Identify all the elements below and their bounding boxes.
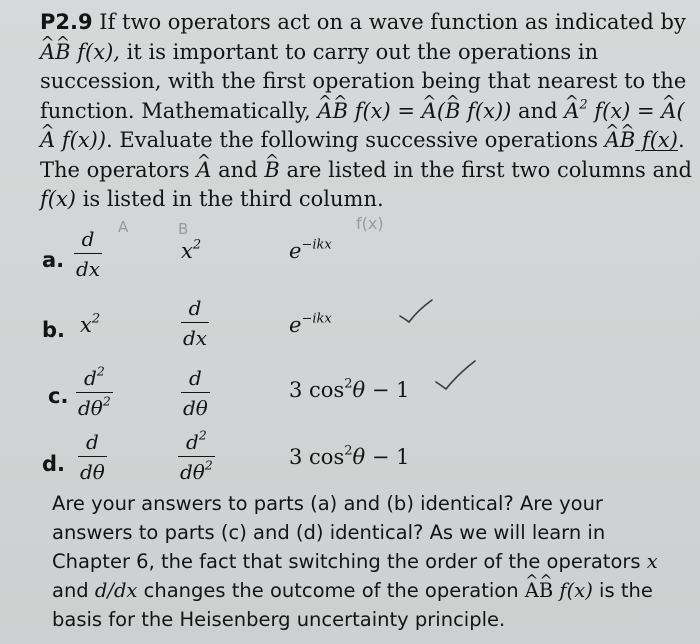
fraction-numerator: d [189,366,202,390]
problem-statement [40,8,692,215]
fraction-numerator: $d^2$ [84,363,105,390]
outro-line-2: answers to parts (c) and (d) identical? As we will learn in [52,521,606,544]
outro-is-the: is the [599,579,653,602]
operator-d-dx: d/dx [94,579,138,602]
row-d-operator-a [78,431,107,483]
outro-line-5: basis for the Heisenberg uncertainty principle. [52,608,506,631]
fraction-denominator: dx [181,322,209,349]
fx-symbol: f(x) [40,187,77,211]
row-c-label: c. [48,384,69,408]
intro-text-2: . Evaluate the following successive operations [106,128,598,152]
follow-up-questions [52,489,692,634]
intro-text-4: are listed in the first two columns and [286,157,693,182]
expr-a2-def: ^ $A^2$ f(x) = ^ A(^ A f(x)) [40,99,685,153]
outro-line-3: Chapter 6, the fact that switching the order of the operators [52,550,641,573]
fraction-numerator: d [81,227,95,251]
row-b-operator-b [181,297,209,349]
fraction-denominator: dθ [181,392,210,419]
operator-x: x [646,550,658,573]
row-a-operator-a [74,228,102,280]
expr-ab-def: ^ A^ B f(x) = ^ A(^ B f(x)) [317,99,511,123]
row-d-operator-b [178,427,215,484]
row-d-label: d. [42,452,66,476]
row-d-function: 3 $\cos^2\theta - 1$ [289,443,410,469]
intro-text-1: If two operators act on a wave function as indicated by [99,10,686,34]
expr-ab-fx-1: ^ A^ B f(x), [40,40,120,64]
row-b-operator-a: $x^2$ [80,311,101,337]
outro-line-1: Are your answers to parts (a) and (b) identical? Are your [52,492,603,515]
expr-ab-fx-2: ^ A^ B f(x) [605,128,678,152]
fraction-denominator: dθ [78,456,107,483]
intro-text-1b: it is important to carry out the operations in succession, with the first operation being that nearest to the function. Mathematically, [40,39,687,123]
check-mark-icon [396,296,436,326]
row-a-operator-b: $x^2$ [181,237,202,263]
row-c-operator-b [181,367,210,419]
fraction-denominator: $d\theta^2$ [78,393,111,420]
outro-and: and [52,579,89,602]
intro-text-3: . The operators [40,128,685,182]
fraction-denominator: dx [74,253,102,280]
row-c-operator-a [76,363,113,420]
fraction-numerator: d [86,430,99,454]
expr-ab-fx-3: ^ A^ B f(x) [525,579,593,602]
row-b-label: b. [42,318,66,342]
row-c-function: 3 $\cos^2\theta - 1$ [289,376,410,402]
row-a-label: a. [42,248,65,272]
pencil-note-fx: f(x) [356,214,384,233]
row-b-function: $e^{-ikx}$ [289,311,332,337]
check-mark-icon [432,358,478,392]
pencil-note-b: B [178,220,189,238]
outro-line-4: changes the outcome of the operation [143,579,519,602]
pencil-note-a: A [118,218,129,236]
problem-id: P2.9 [40,10,93,34]
row-a-function: $e^{-ikx}$ [289,237,332,263]
fraction-denominator: $d\theta^2$ [180,457,213,484]
fraction-numerator: $d^2$ [186,427,207,454]
op-a: ^ A [196,156,211,186]
and-text-2: and [218,157,258,182]
and-text-1: and [518,98,558,123]
op-b: ^ B [264,156,279,186]
fraction-numerator: d [188,296,202,320]
intro-text-5: is listed in the third column. [82,187,384,211]
